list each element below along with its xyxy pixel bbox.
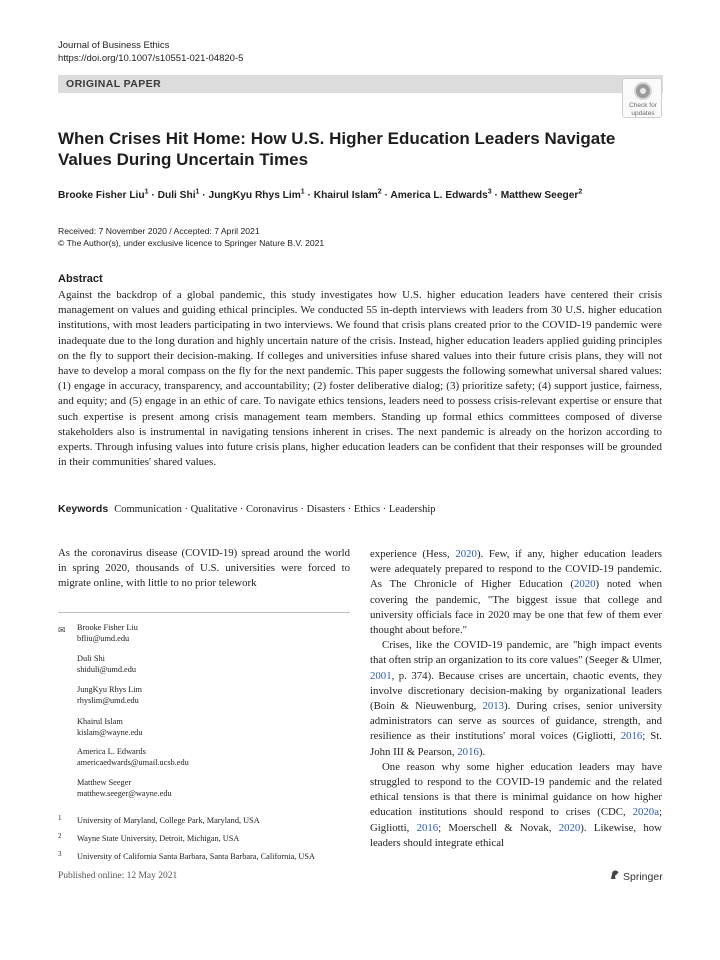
- published-online-date: Published online: 12 May 2021: [58, 871, 178, 881]
- author-separator: ·: [307, 190, 311, 201]
- copyright-notice: © The Author(s), under exclusive licence to Springer Nature B.V. 2021: [58, 238, 325, 248]
- author-affiliation-mark: 1: [195, 188, 200, 196]
- contact-name: JungKyu Rhys Lim: [77, 685, 142, 694]
- doi-link[interactable]: https://doi.org/10.1007/s10551-021-04820-5: [58, 53, 244, 64]
- affiliation-text: University of Maryland, College Park, Maryland, USA: [77, 816, 260, 825]
- author-name[interactable]: America L. Edwards: [390, 190, 488, 201]
- footnote-divider: [58, 612, 350, 613]
- citation-link[interactable]: 2016: [416, 821, 439, 834]
- contact-email[interactable]: americaedwards@umail.ucsb.edu: [77, 757, 189, 767]
- affiliation-number: 2: [58, 832, 62, 840]
- contact-name: America L. Edwards: [77, 747, 146, 756]
- contact-email[interactable]: rhyslim@umd.edu: [77, 695, 139, 705]
- check-for-updates-icon: [634, 82, 652, 100]
- paper-title: When Crises Hit Home: How U.S. Higher Education Leaders Navigate Values During Uncertain Times: [58, 129, 616, 169]
- contact-email[interactable]: bfliu@umd.edu: [77, 633, 130, 643]
- contact-entry: [77, 654, 136, 675]
- body-paragraph: One reason why some higher education leaders may have struggled to respond to the COVID-19 pandemic and the related ethical tensions is that there is minimal guidance on how higher education institutions should respond to crises (CDC, 2020a; Gigliotti, 2016; Moerschell & Novak, 2020). Likewise, how leaders should integrate ethical: [370, 760, 662, 849]
- affiliation-number: 1: [58, 814, 62, 822]
- contact-entry: [77, 778, 172, 799]
- body-left-column: [58, 546, 350, 592]
- author-name[interactable]: Brooke Fisher Liu: [58, 190, 145, 201]
- keywords-heading: Keywords: [58, 503, 109, 515]
- author-affiliation-mark: 1: [300, 188, 305, 196]
- contact-entry: [77, 747, 189, 768]
- author-separator: ·: [202, 190, 206, 201]
- contact-name: Khairul Islam: [77, 717, 123, 726]
- author-affiliation-mark: 1: [144, 188, 149, 196]
- keywords-line: [58, 503, 436, 515]
- abstract-text: Against the backdrop of a global pandemic, this study investigates how U.S. higher education leaders have centered their crisis management on values and guiding ethical principles. We conducted 55 in-depth interviews with leaders from 30 U.S. higher education institutions, with most leaders participating in two interviews. We found that crisis plans created prior to the COVID-19 pandemic were inadequate due to the long duration and highly uncertain nature of the crisis. Instead, higher education leaders applied guiding principles on the fly to support their decision-making. If colleges and universities infuse shared values into their future crisis plans, they will not have to develop a moral compass on the fly for the next pandemic. This paper suggests the following somewhat universal shared values: (1) engage in accuracy, transparency, and accountability; (2) foster deliberative dialog; (3) prioritize safety; (4) support justice, fairness, and equity; and (5) engage in an ethic of care. To navigate ethics tensions, leaders need to possess crisis-relevant expertise or ensure that such expertise is present among crisis management team members. Standing up formal ethics committees composed of diverse stakeholders also is instrumental in navigating tensions inherent in crises. The next pandemic is already on the horizon according to experts. Through infusing values into future crisis plans, higher education leaders can be confident that their responses will be grounded in their communities' shared values.: [58, 289, 662, 469]
- author-name[interactable]: Duli Shi: [157, 190, 196, 201]
- author-list: [58, 190, 668, 201]
- envelope-icon: ✉: [58, 625, 66, 635]
- received-accepted-dates: Received: 7 November 2020 / Accepted: 7 April 2021: [58, 226, 260, 236]
- body-paragraph: As the coronavirus disease (COVID-19) spread around the world in spring 2020, thousands of U.S. universities were forced to migrate online, with little to no prior telework: [58, 547, 350, 590]
- author-affiliation-mark: 2: [578, 188, 583, 196]
- contact-email[interactable]: shiduli@umd.edu: [77, 664, 137, 674]
- citation-link[interactable]: 2001: [370, 669, 392, 682]
- author-separator: ·: [384, 190, 388, 201]
- contact-entry: [77, 717, 142, 738]
- citation-link[interactable]: 2020a: [632, 806, 659, 819]
- springer-horse-icon: [609, 869, 620, 880]
- contact-email[interactable]: matthew.seeger@wayne.edu: [77, 788, 172, 798]
- author-affiliation-mark: 3: [487, 188, 492, 196]
- body-right-column: [370, 547, 662, 851]
- citation-link[interactable]: 2016: [457, 745, 479, 758]
- citation-link[interactable]: 2016: [620, 730, 643, 743]
- publisher-logo: [609, 869, 663, 883]
- contact-entry: [77, 685, 142, 706]
- author-separator: ·: [151, 190, 155, 201]
- author-name[interactable]: JungKyu Rhys Lim: [208, 190, 301, 201]
- paper-type-label: ORIGINAL PAPER: [66, 78, 162, 90]
- citation-link[interactable]: 2013: [482, 700, 505, 713]
- affiliation-text: Wayne State University, Detroit, Michigan, USA: [77, 834, 240, 843]
- publisher-name: Springer: [623, 871, 663, 883]
- check-for-updates-badge[interactable]: [622, 78, 662, 118]
- contact-email[interactable]: kislam@wayne.edu: [77, 727, 143, 737]
- citation-link[interactable]: 2020: [558, 821, 581, 834]
- contact-entry: [77, 623, 138, 644]
- body-paragraph: experience (Hess, 2020). Few, if any, higher education leaders were adequately prepared to respond to the COVID-19 pandemic. As The Chronicle of Higher Education (2020) noted when covering the pandemic, "The biggest issue that college and university officials face in 2020 may be one that few of them ever thought about before.": [370, 548, 663, 637]
- author-separator: ·: [494, 190, 498, 201]
- check-for-updates-label: Check for updates: [629, 102, 657, 117]
- journal-name: Journal of Business Ethics: [58, 40, 170, 51]
- body-paragraph: Crises, like the COVID-19 pandemic, are "high impact events that often strip an organization to its core values" (Seeger & Ulmer, 2001, p. 374). Because crises are uncertain, chaotic events, they involve discretionary decision-making by organizational leaders (Boin & Nieuwenburg, 2013). During crises, senior university administrators can serve as sources of guidance, strength, and resilience as their institutions' moral voices (Gigliotti, 2016; St. John III & Pearson, 2016).: [370, 639, 662, 758]
- contact-name: Duli Shi: [77, 654, 105, 663]
- contact-name: Brooke Fisher Liu: [77, 623, 138, 632]
- author-affiliation-mark: 2: [377, 188, 382, 196]
- citation-link[interactable]: 2020: [573, 578, 596, 591]
- citation-link[interactable]: 2020: [455, 548, 477, 560]
- paper-type-band: [58, 75, 663, 93]
- contact-name: Matthew Seeger: [77, 778, 132, 787]
- affiliation-text: University of California Santa Barbara, Santa Barbara, California, USA: [77, 852, 316, 861]
- affiliation-number: 3: [58, 850, 62, 858]
- author-name[interactable]: Matthew Seeger: [500, 190, 579, 201]
- keywords-list: Communication · Qualitative · Coronavirus · Disasters · Ethics · Leadership: [114, 504, 436, 515]
- author-name[interactable]: Khairul Islam: [313, 190, 378, 201]
- abstract-heading: Abstract: [58, 273, 103, 285]
